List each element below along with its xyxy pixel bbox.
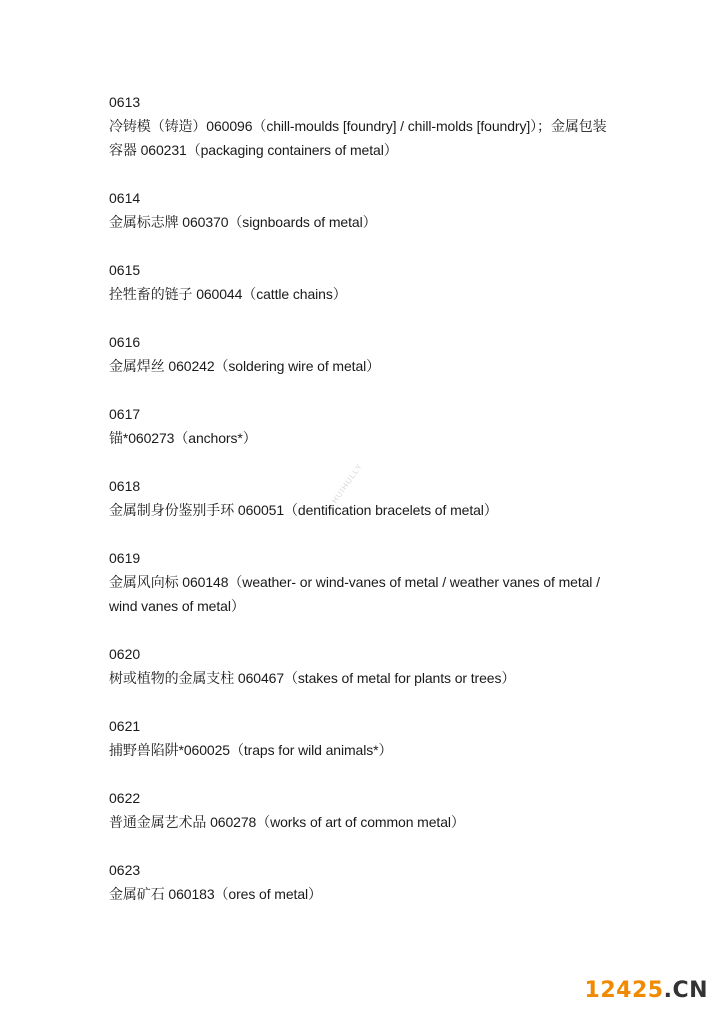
class-code: 0623 xyxy=(109,862,141,878)
faint-watermark: HUIHULLY xyxy=(330,461,365,506)
site-logo xyxy=(585,979,708,1003)
entry-text: 树或植物的金属支柱 060467（stakes of metal for plants or trees） xyxy=(109,670,516,686)
class-code: 0613 xyxy=(109,94,141,110)
entry-text: 金属焊丝 060242（soldering wire of metal） xyxy=(109,358,381,374)
entry-text: 普通金属艺术品 060278（works of art of common metal） xyxy=(109,814,465,830)
entry-0617 xyxy=(109,402,614,450)
entry-0613 xyxy=(109,90,614,162)
entry-0620 xyxy=(109,642,614,690)
logo-dot: . xyxy=(663,978,673,1003)
logo-number: 12425 xyxy=(584,978,664,1003)
entry-text: 金属制身份鉴别手环 060051（dentification bracelets of metal） xyxy=(109,502,498,518)
entry-0622 xyxy=(109,786,614,834)
entry-text: 捕野兽陷阱*060025（traps for wild animals*） xyxy=(109,742,393,758)
entry-text: 金属风向标 060148（weather- or wind-vanes of metal / weather vanes of metal / wind vanes of metal） xyxy=(109,574,600,614)
entry-0616 xyxy=(109,330,614,378)
logo-suffix: CN xyxy=(672,978,708,1003)
entry-0621 xyxy=(109,714,614,762)
class-code: 0615 xyxy=(109,262,141,278)
entry-text: 金属矿石 060183（ores of metal） xyxy=(109,886,322,902)
entry-0615 xyxy=(109,258,614,306)
entry-text: 冷铸模（铸造）060096（chill-moulds [foundry] / chill-molds [foundry]）；金属包装容器 060231（packaging containers of metal） xyxy=(109,118,607,158)
entry-0623 xyxy=(109,858,614,906)
class-code: 0617 xyxy=(109,406,141,422)
entry-text: 金属标志牌 060370（signboards of metal） xyxy=(109,214,377,230)
entry-text: 拴牲畜的链子 060044（cattle chains） xyxy=(109,286,347,302)
class-code: 0616 xyxy=(109,334,141,350)
entry-text: 锚*060273（anchors*） xyxy=(109,430,257,446)
class-code: 0619 xyxy=(109,550,141,566)
entry-list xyxy=(109,90,614,930)
entry-0614 xyxy=(109,186,614,234)
entry-0618 xyxy=(109,474,614,522)
class-code: 0620 xyxy=(109,646,141,662)
class-code: 0614 xyxy=(109,190,141,206)
class-code: 0621 xyxy=(109,718,141,734)
class-code: 0618 xyxy=(109,478,141,494)
class-code: 0622 xyxy=(109,790,141,806)
entry-0619 xyxy=(109,546,614,618)
